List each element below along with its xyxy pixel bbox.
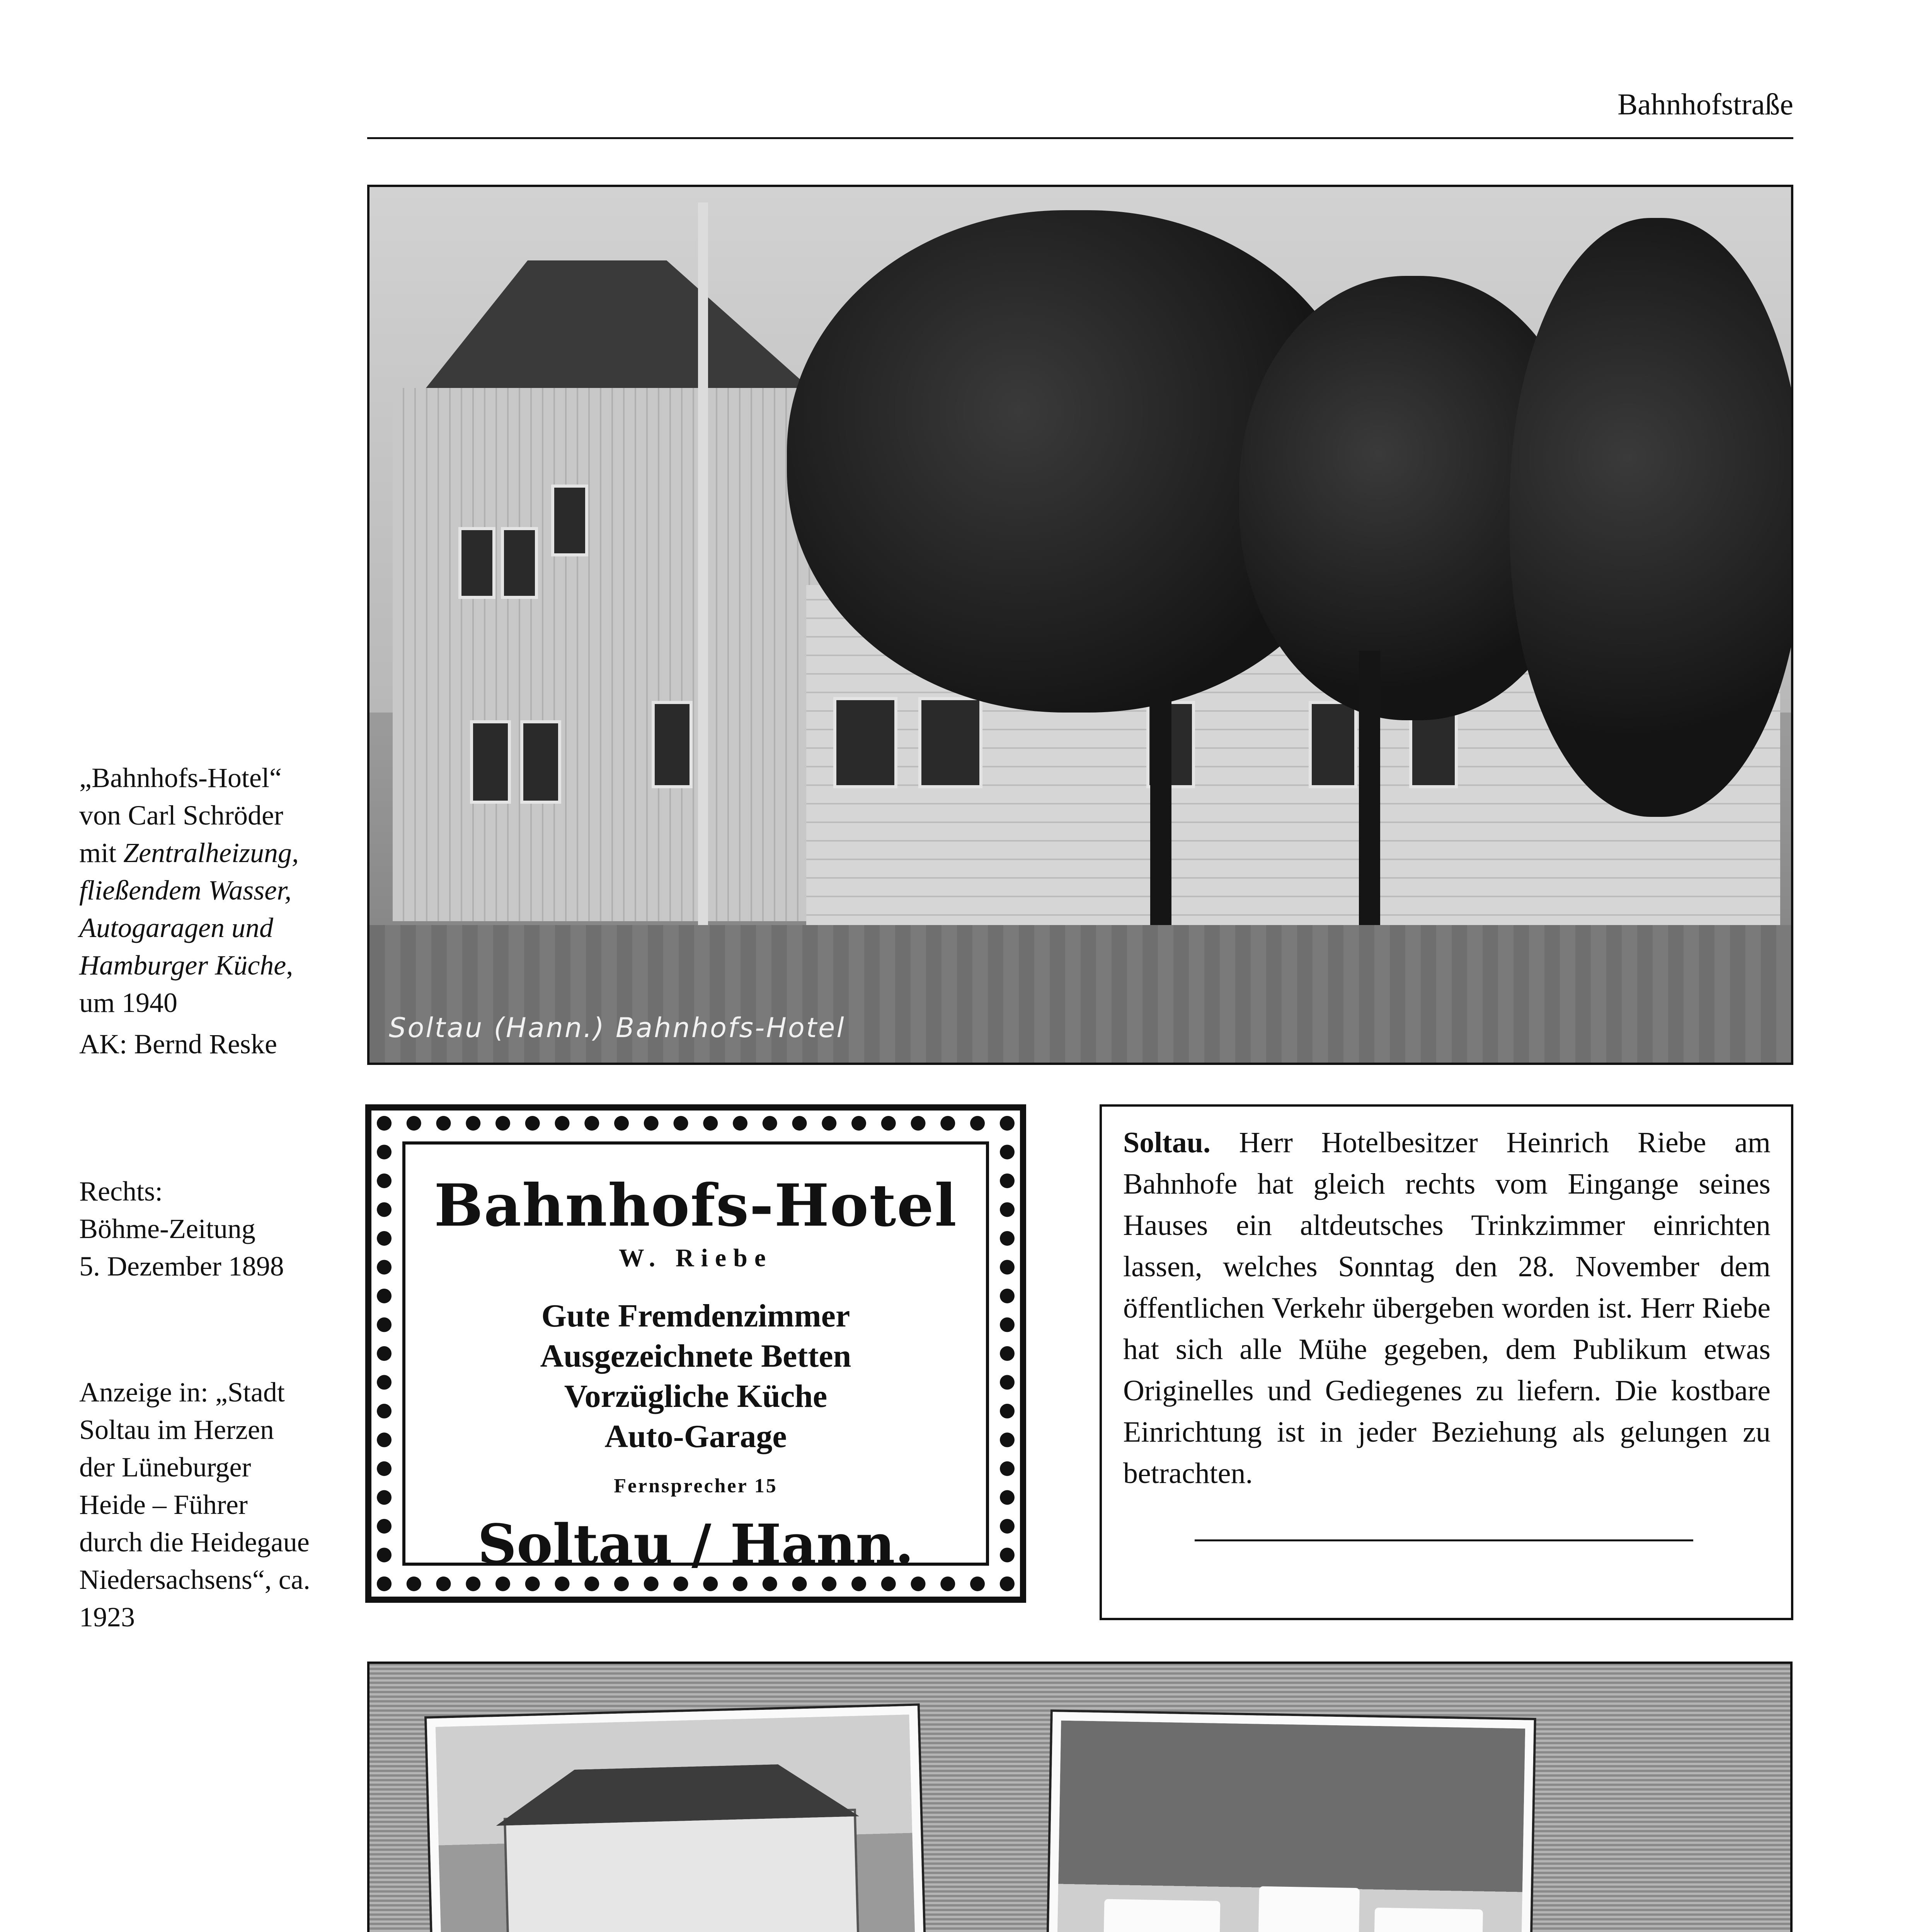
photo-window [918, 697, 982, 788]
photo-flagpole [698, 202, 708, 975]
ad-owner: W. Riebe [618, 1244, 773, 1272]
header-rule [367, 137, 1793, 139]
caption-line: Hamburger Küche, [79, 950, 293, 981]
photo-window [520, 720, 561, 804]
photo-window [470, 720, 511, 804]
caption-line: Niedersachsens“, ca. [79, 1564, 310, 1595]
photo-window [833, 697, 897, 788]
article-lead: Soltau. [1123, 1126, 1210, 1159]
running-head: Bahnhofstraße [1617, 87, 1793, 121]
caption-line: von Carl Schröder [79, 800, 283, 831]
photo-top-caption [79, 759, 358, 1063]
caption-line: 1923 [79, 1602, 135, 1633]
article-end-rule [1195, 1539, 1693, 1541]
photo-window [551, 485, 588, 556]
caption-line: Soltau im Herzen [79, 1414, 274, 1445]
photo-window [501, 527, 538, 599]
hotel-postcard-1970 [367, 1662, 1793, 1932]
hotel-photo-1940 [367, 185, 1793, 1065]
ad-feature: Vorzügliche Küche [564, 1378, 827, 1414]
ad-city: Soltau / Hann. [477, 1513, 914, 1576]
caption-line: 5. Dezember 1898 [79, 1251, 284, 1282]
ad-feature: Gute Fremdenzimmer [541, 1298, 850, 1334]
caption-line: Anzeige in: „Stadt [79, 1377, 285, 1408]
caption-line: „Bahnhofs-Hotel“ [79, 762, 282, 793]
ad-caption [79, 1173, 358, 1285]
ad-source-caption [79, 1374, 358, 1636]
postcard-table [1374, 1908, 1483, 1932]
newspaper-article-box [1100, 1104, 1793, 1620]
postcard-building [504, 1809, 860, 1932]
caption-credit: AK: Bernd Reske [79, 1029, 277, 1060]
photo-tree [1510, 218, 1793, 817]
photo-building-left [393, 388, 826, 921]
caption-line: der Lüneburger [79, 1452, 251, 1483]
photo-window [1309, 701, 1357, 788]
postcard-table [1103, 1899, 1221, 1932]
caption-line: Autogaragen und [79, 912, 273, 943]
postcard-table [1258, 1886, 1360, 1932]
ad-feature: Ausgezeichnete Betten [540, 1338, 851, 1374]
ad-feature: Auto-Garage [604, 1418, 787, 1454]
ad-features [405, 1296, 986, 1457]
caption-date: um 1940 [79, 987, 178, 1018]
caption-line: durch die Heidegaue [79, 1527, 310, 1558]
photo-window [652, 701, 693, 788]
ad-phone: Fernsprecher 15 [614, 1475, 778, 1497]
postcard-photo-exterior [427, 1706, 927, 1932]
ad-panel [402, 1141, 989, 1576]
hotel-advertisement [365, 1104, 1026, 1603]
caption-line: Heide – Führer [79, 1489, 248, 1520]
postcard-photo-dining-room [1047, 1712, 1534, 1932]
photo-window [458, 527, 495, 599]
caption-line: Böhme-Zeitung [79, 1213, 255, 1244]
photo-inscription: Soltau (Hann.) Bahnhofs-Hotel [389, 1012, 846, 1044]
caption-line: mit Zentralheizung, [79, 837, 299, 868]
article-text [1123, 1122, 1771, 1494]
caption-line: fließendem Wasser, [79, 875, 292, 906]
article-body: Herr Hotelbesitzer Heinrich Riebe am Bahnhofe hat gleich rechts vom Eingange seines Hauses ein altdeutsches Trinkzimmer einrichten lassen, welches Sonntag den 28. November dem öffentlichen Verkehr übergeben worden ist. Herr Riebe hat sich alle Mühe gegeben, dem Publikum etwas Originelles und Gediegenes zu liefern. Die kostbare Einrichtung ist in jeder Beziehung als gelungen zu betrachten. [1123, 1126, 1771, 1490]
ad-title: Bahnhofs-Hotel [434, 1172, 957, 1240]
caption-line: Rechts: [79, 1176, 163, 1207]
photo-cobblestone [369, 925, 1791, 1065]
